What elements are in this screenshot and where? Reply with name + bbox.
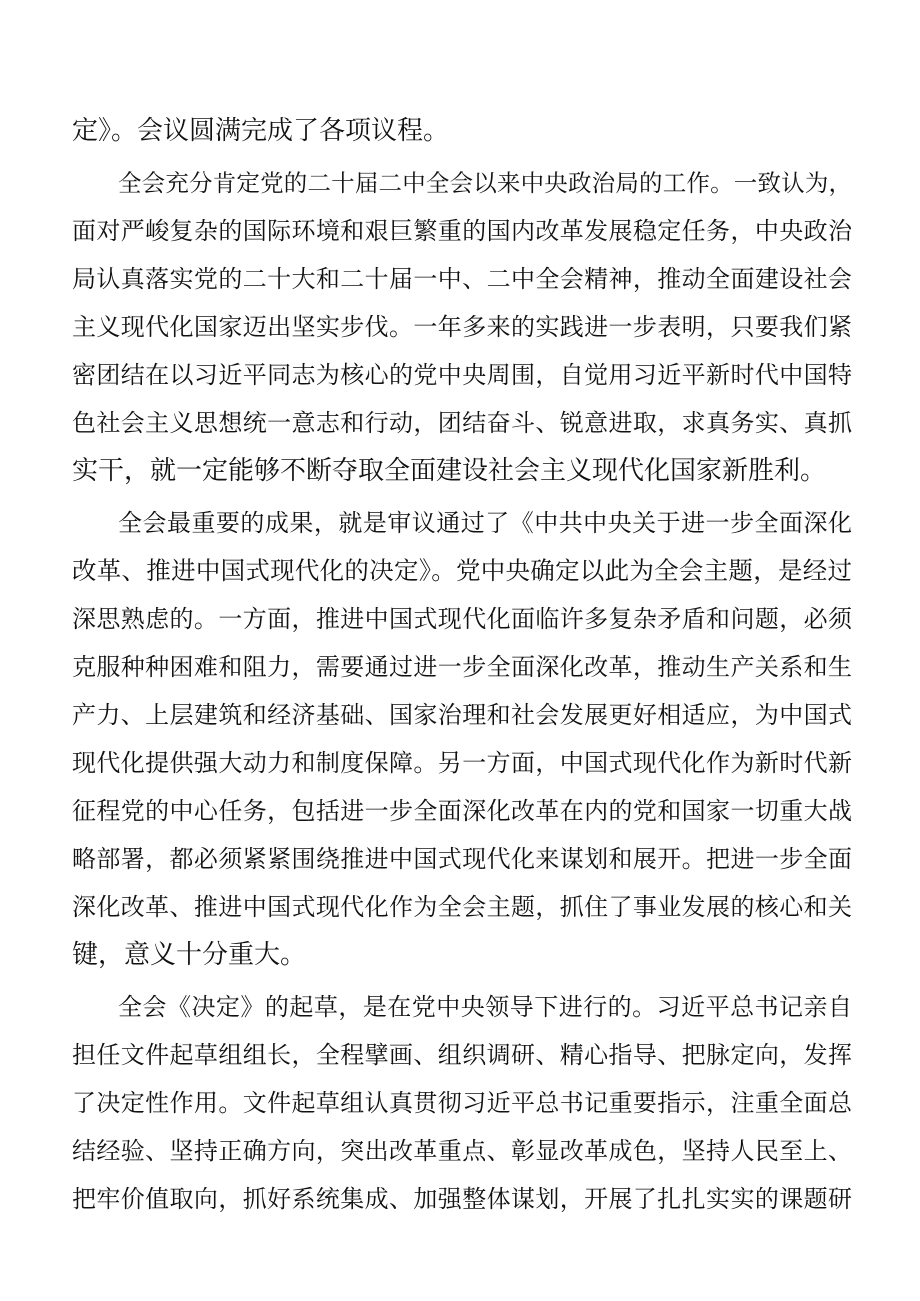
paragraph-4-line-4: 结经验、坚持正确方向，突出改革重点、彰显改革成色，坚持人民至上、: [72, 1137, 852, 1165]
paragraph-2-line-6: 色社会主义思想统一意志和行动，团结奋斗、锐意进取，求真务实、真抓: [72, 409, 852, 437]
paragraph-2-line-7: 实干，就一定能够不断夺取全面建设社会主义现代化国家新胜利。: [72, 456, 827, 486]
paragraph-3-line-7: 征程党的中心任务，包括进一步全面深化改革在内的党和国家一切重大战: [72, 797, 852, 825]
paragraph-3-line-5: 产力、上层建筑和经济基础、国家治理和社会发展更好相适应，为中国式: [72, 701, 852, 729]
paragraph-3-line-8: 略部署，都必须紧紧围绕推进中国式现代化来谋划和展开。把进一步全面: [72, 845, 852, 873]
paragraph-1-line-1: 定》。会议圆满完成了各项议程。: [72, 116, 450, 146]
paragraph-3-line-4: 克服种种困难和阻力，需要通过进一步全面深化改革，推动生产关系和生: [72, 653, 852, 681]
paragraph-2-line-3: 局认真落实党的二十大和二十届一中、二中全会精神，推动全面建设社会: [72, 265, 852, 293]
paragraph-2-line-1: 全会充分肯定党的二十届二中全会以来中央政治局的工作。一致认为，: [118, 169, 852, 197]
paragraph-2-line-4: 主义现代化国家迈出坚实步伐。一年多来的实践进一步表明，只要我们紧: [72, 313, 852, 341]
paragraph-3-line-9: 深化改革、推进中国式现代化作为全会主题，抓住了事业发展的核心和关: [72, 893, 852, 921]
paragraph-4-line-1: 全会《决定》的起草，是在党中央领导下进行的。习近平总书记亲自: [118, 993, 852, 1021]
paragraph-4-line-2: 担任文件起草组组长，全程擘画、组织调研、精心指导、把脉定向，发挥: [72, 1041, 852, 1069]
paragraph-4-line-5: 把牢价值取向，抓好系统集成、加强整体谋划，开展了扎扎实实的课题研: [72, 1185, 852, 1213]
paragraph-2-line-5: 密团结在以习近平同志为核心的党中央周围，自觉用习近平新时代中国特: [72, 361, 852, 389]
paragraph-3-line-6: 现代化提供强大动力和制度保障。另一方面，中国式现代化作为新时代新: [72, 749, 852, 777]
paragraph-3-line-2: 改革、推进中国式现代化的决定》。党中央确定以此为全会主题，是经过: [72, 556, 852, 585]
paragraph-2-line-2: 面对严峻复杂的国际环境和艰巨繁重的国内改革发展稳定任务，中央政治: [72, 217, 852, 245]
paragraph-4-line-3: 了决定性作用。文件起草组认真贯彻习近平总书记重要指示，注重全面总: [72, 1089, 852, 1117]
paragraph-3-line-3: 深思熟虑的。一方面，推进中国式现代化面临许多复杂矛盾和问题，必须: [72, 605, 852, 633]
paragraph-3-line-10: 键，意义十分重大。: [72, 940, 307, 970]
paragraph-3-line-1: 全会最重要的成果，就是审议通过了《中共中央关于进一步全面深化: [118, 509, 852, 537]
